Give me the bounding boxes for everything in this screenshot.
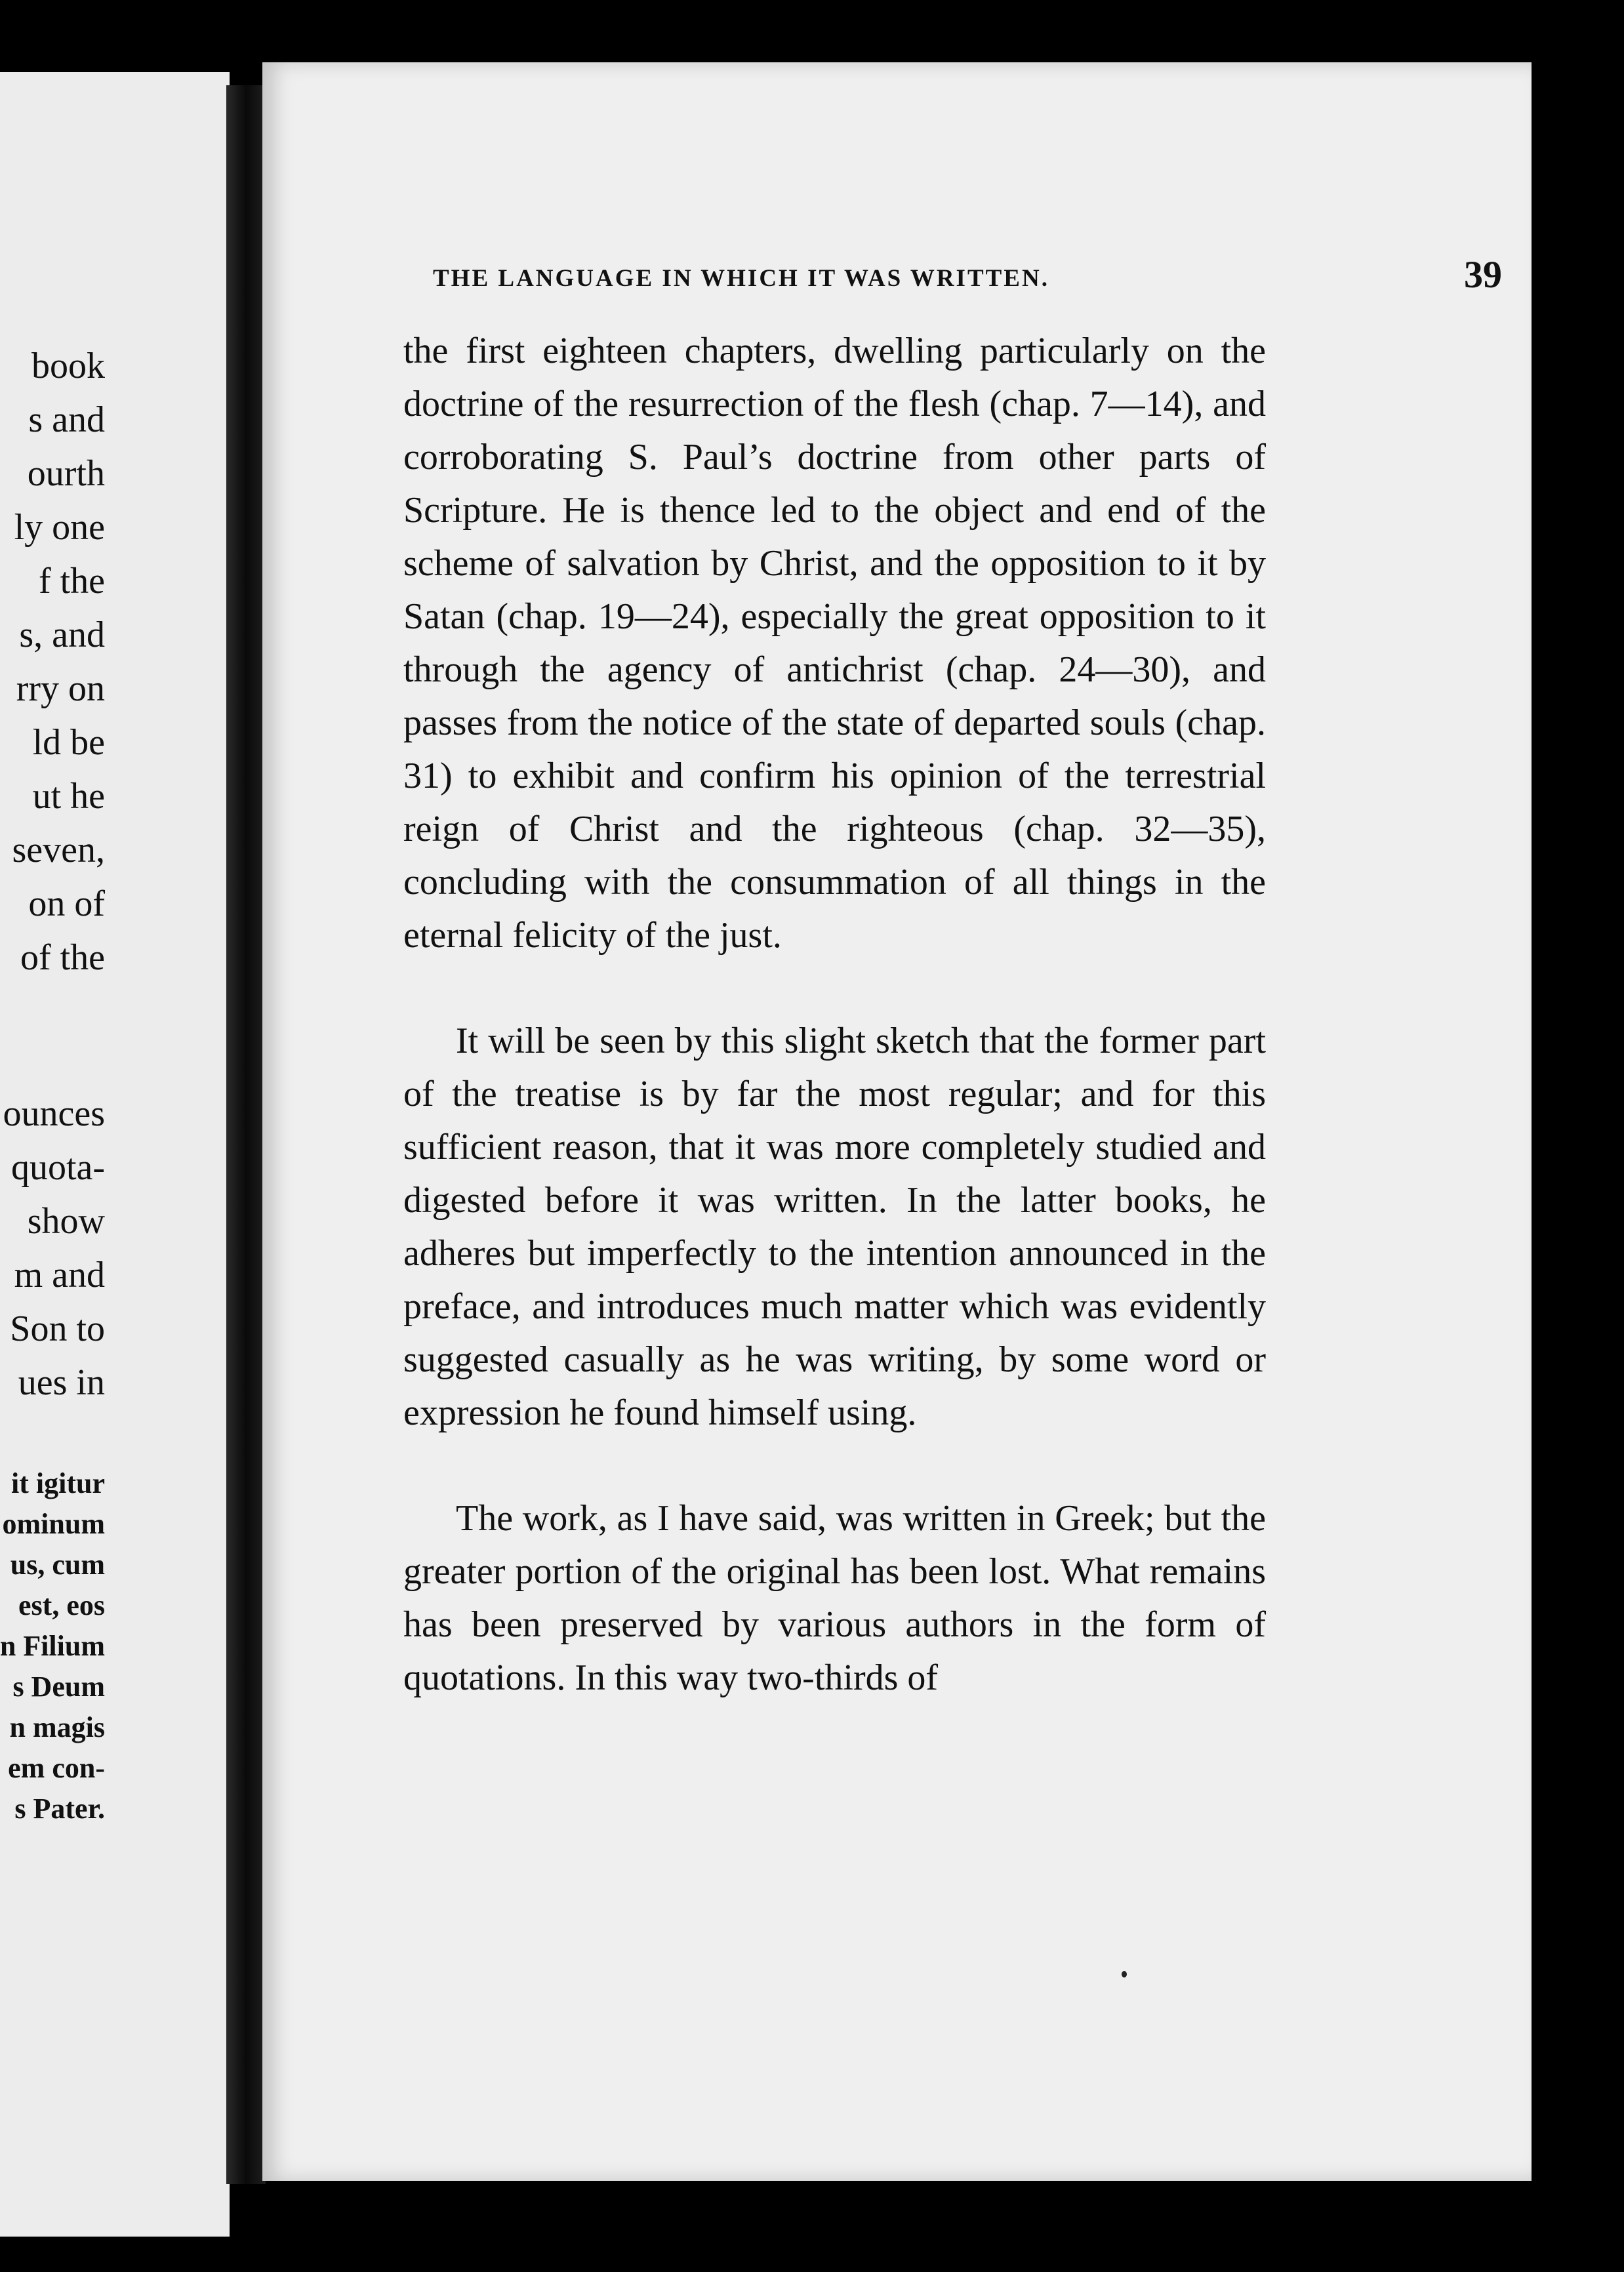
facing-line: ourth [27,453,105,494]
paragraph-text: It will be seen by this slight sketch that the former part of the treatise is by far the most regular; and for this sufficient reason, that it was more completely studied and digested before it was written. In the latter books, he adheres but imperfectly to the intention announced in the preface, and introduces much matter which was evidently suggested casually as he was writing, by some word or expression he found himself using. [403,1021,1266,1433]
facing-line: f the [38,561,105,601]
facing-footnote-line: est, eos [18,1589,105,1621]
facing-line: ly one [14,507,105,548]
facing-footnote-line: ominum [2,1508,105,1540]
facing-line: rry on [16,668,105,709]
paragraph-text: the first eighteen chapters, dwelling particularly on the doctrine of the resurrection of the flesh (chap. 7—14), and corroborating S. Paul’s doctrine from other parts of Scripture. He is thence led to the object and end of the scheme of salvation by Christ, and the opposition to it by Satan (chap. 19—24), especially the great opposition to it through the agency of antichrist (chap. 24—30), and passes from the notice of the state of departed souls (chap. 31) to exhibit and confirm his opinion of the terrestrial reign of Christ and the righteous (chap. 32—35), concluding with the consummation of all things in the eternal felicity of the just. [403,331,1266,956]
running-title: THE LANGUAGE IN WHICH IT WAS WRITTEN. [433,265,1049,292]
facing-footnote-line: s Pater. [14,1793,105,1825]
book-gutter [226,85,266,2184]
facing-line: show [27,1201,105,1242]
facing-line: ld be [32,722,105,763]
facing-line: m and [14,1255,105,1295]
facing-line: quota- [10,1147,105,1188]
facing-line: ounces [3,1093,105,1134]
facing-line: seven, [12,830,105,870]
facing-line: Son to [10,1308,105,1349]
facing-footnote-line: n Filium [0,1630,105,1662]
paragraph [403,1492,1266,1705]
body-text [403,325,1266,1705]
facing-line: s, and [19,615,105,655]
facing-footnote-line: us, cum [10,1549,105,1581]
paragraph-text: The work, as I have said, was written in Greek; but the greater portion of the original has been lost. What remains has been preserved by various authors in the form of quotations. In this way two-thirds of [403,1498,1266,1698]
facing-line: book [31,346,105,386]
main-page [262,62,1532,2181]
facing-footnote-line: it igitur [11,1467,105,1499]
paragraph [403,1015,1266,1440]
facing-line: of the [20,937,105,978]
page-number: 39 [1464,253,1502,296]
facing-line: on of [28,883,105,924]
facing-footnote-line: em con- [8,1752,105,1784]
facing-page [0,72,230,2237]
paragraph [403,325,1266,962]
facing-footnote-line: n magis [9,1711,105,1743]
speck-mark [1122,1971,1127,1978]
facing-line: ues in [18,1362,105,1403]
facing-line: s and [28,399,105,440]
facing-line: ut he [32,776,105,817]
running-head [433,253,1502,305]
facing-footnote-line: s Deum [12,1671,105,1703]
